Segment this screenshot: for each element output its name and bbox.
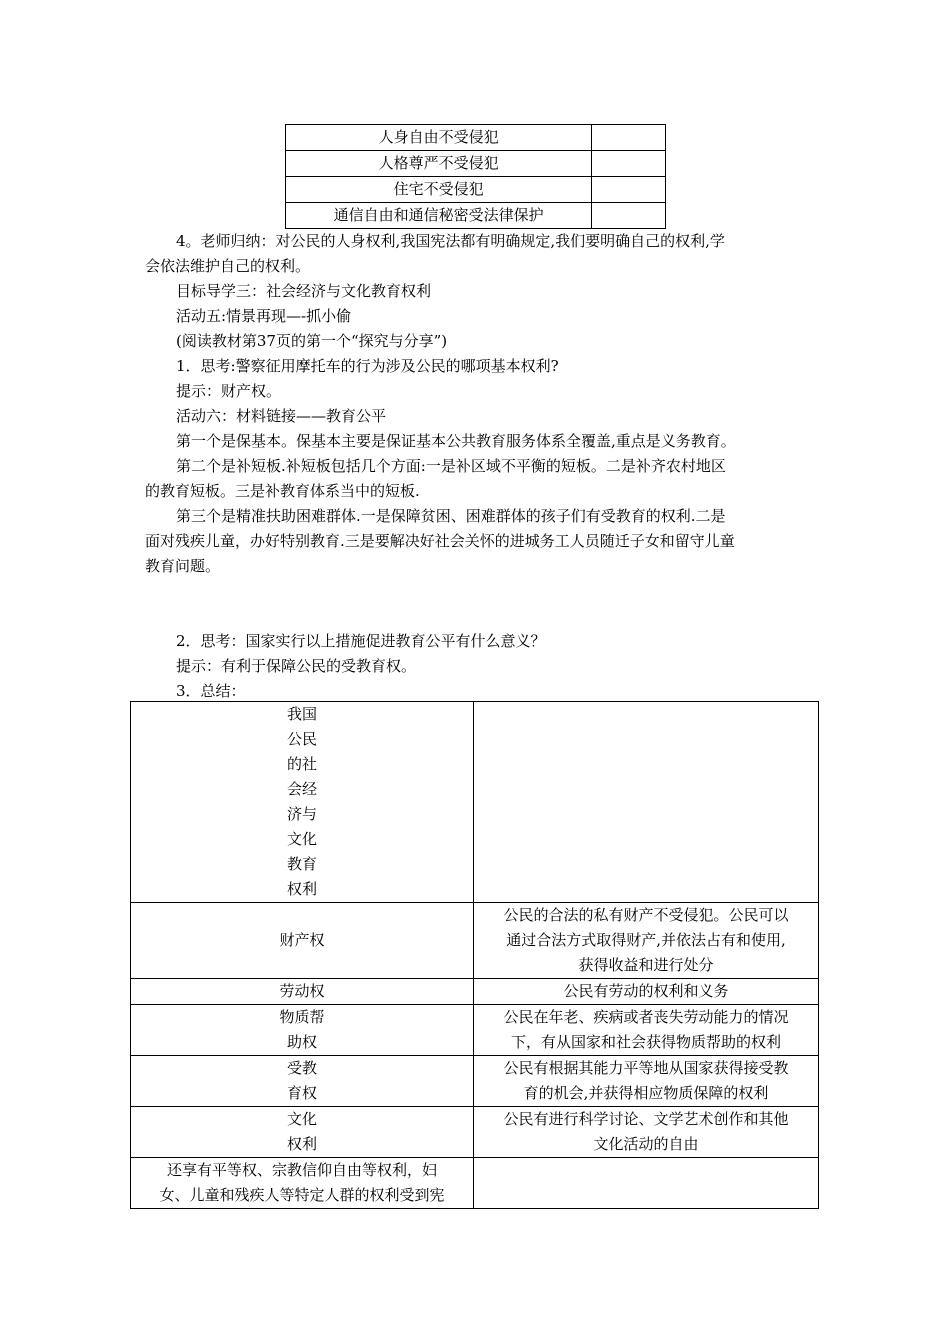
table-row — [131, 1107, 819, 1158]
right-name: 育权 — [287, 1084, 318, 1102]
goal-three-heading: 目标导学三：社会经济与文化教育权利 — [176, 282, 432, 300]
description-line: 育的机会,并获得相应物质保障的权利 — [523, 1084, 769, 1102]
right-value — [592, 203, 666, 229]
right-name-cell — [131, 1056, 474, 1107]
right-name-cell — [131, 903, 474, 979]
answer-two: 提示：有利于保障公民的受教育权。 — [176, 657, 417, 675]
right-label: 通信自由和通信秘密受法律保护 — [286, 203, 592, 229]
summary-table — [130, 701, 819, 1209]
description-line: 公民有根据其能力平等地从国家获得接受教 — [503, 1059, 789, 1077]
right-label: 人格尊严不受侵犯 — [286, 151, 592, 177]
footer-blank-cell — [474, 1158, 819, 1209]
right-value — [592, 125, 666, 151]
description-line: 公民在年老、疾病或者丧失劳动能力的情况 — [503, 1008, 789, 1026]
right-name-cell — [131, 1107, 474, 1158]
description-line: 公民有劳动的权利和义务 — [563, 982, 729, 1000]
table-row — [286, 151, 666, 177]
header-line: 权利 — [287, 880, 318, 898]
right-value — [592, 177, 666, 203]
right-description-cell — [474, 979, 819, 1005]
right-label: 人身自由不受侵犯 — [286, 125, 592, 151]
activity-six-heading: 活动六：材料链接——教育公平 — [176, 407, 387, 425]
summary-heading: 3．总结： — [176, 682, 246, 700]
right-name: 财产权 — [279, 931, 325, 949]
paragraph-assistance-line3: 教育问题。 — [145, 557, 221, 575]
description-line: 下，有从国家和社会获得物质帮助的权利 — [511, 1033, 782, 1051]
activity-five-heading: 活动五:情景再现—-抓小偷 — [176, 307, 352, 325]
table-row — [131, 979, 819, 1005]
right-description-cell — [474, 1056, 819, 1107]
description-line: 通过合法方式取得财产,并依法占有和使用, — [506, 931, 786, 949]
personal-rights-table — [285, 124, 666, 229]
table-row — [131, 903, 819, 979]
right-description-cell — [474, 1107, 819, 1158]
paragraph-shortboard-line1: 第二个是补短板.补短板包括几个方面:一是补区域不平衡的短板。二是补齐农村地区 — [176, 457, 726, 475]
footer-note-cell — [131, 1158, 474, 1209]
table-row — [286, 125, 666, 151]
description-line: 文化活动的自由 — [593, 1135, 699, 1153]
header-line: 文化 — [287, 830, 318, 848]
right-name: 权利 — [287, 1135, 318, 1153]
paragraph-assistance-line2: 面对残疾儿童，办好特别教育.三是要解决好社会关怀的进城务工人员随迁子女和留守儿童 — [145, 532, 735, 550]
table-row — [286, 177, 666, 203]
right-name: 助权 — [287, 1033, 318, 1051]
answer-one: 提示：财产权。 — [176, 382, 282, 400]
header-line: 公民 — [287, 730, 318, 748]
teacher-summary-line1: 4。老师归纳：对公民的人身权利,我国宪法都有明确规定,我们要明确自己的权利,学 — [176, 232, 725, 250]
reading-instruction: (阅读教材第37页的第一个“探究与分享”) — [176, 332, 448, 350]
summary-header-blank — [474, 702, 819, 903]
description-line: 获得收益和进行处分 — [578, 956, 714, 974]
right-name: 劳动权 — [279, 982, 325, 1000]
table-row — [131, 1056, 819, 1107]
header-line: 会经 — [287, 780, 318, 798]
right-name-cell — [131, 979, 474, 1005]
right-name: 文化 — [287, 1110, 318, 1128]
right-name: 物质帮 — [279, 1008, 325, 1026]
paragraph-shortboard-line2: 的教育短板。三是补教育体系当中的短板. — [145, 482, 420, 500]
right-name-cell — [131, 1005, 474, 1056]
header-line: 我国 — [287, 705, 318, 723]
header-line: 的社 — [287, 755, 318, 773]
right-description-cell — [474, 903, 819, 979]
teacher-summary-line2: 会依法维护自己的权利。 — [145, 257, 311, 275]
summary-header-cell — [131, 702, 474, 903]
right-description-cell — [474, 1005, 819, 1056]
description-line: 公民有进行科学讨论、文学艺术创作和其他 — [503, 1110, 789, 1128]
paragraph-basic: 第一个是保基本。保基本主要是保证基本公共教育服务体系全覆盖,重点是义务教育。 — [176, 432, 736, 450]
table-row — [286, 203, 666, 229]
footer-line: 还享有平等权、宗教信仰自由等权利，妇 — [167, 1161, 438, 1179]
footer-line: 女、儿童和残疾人等特定人群的权利受到宪 — [159, 1186, 445, 1204]
header-line: 教育 — [287, 855, 318, 873]
paragraph-assistance-line1: 第三个是精准扶助困难群体.一是保障贫困、困难群体的孩子们有受教育的权利.二是 — [176, 507, 726, 525]
header-line: 济与 — [287, 805, 318, 823]
right-label: 住宅不受侵犯 — [286, 177, 592, 203]
table-row — [131, 1158, 819, 1209]
right-name: 受教 — [287, 1059, 318, 1077]
description-line: 公民的合法的私有财产不受侵犯。公民可以 — [503, 906, 789, 924]
question-one: 1．思考:警察征用摩托车的行为涉及公民的哪项基本权利? — [176, 357, 559, 375]
table-row — [131, 1005, 819, 1056]
question-two: 2．思考：国家实行以上措施促进教育公平有什么意义？ — [176, 632, 546, 650]
table-row — [131, 702, 819, 903]
right-value — [592, 151, 666, 177]
